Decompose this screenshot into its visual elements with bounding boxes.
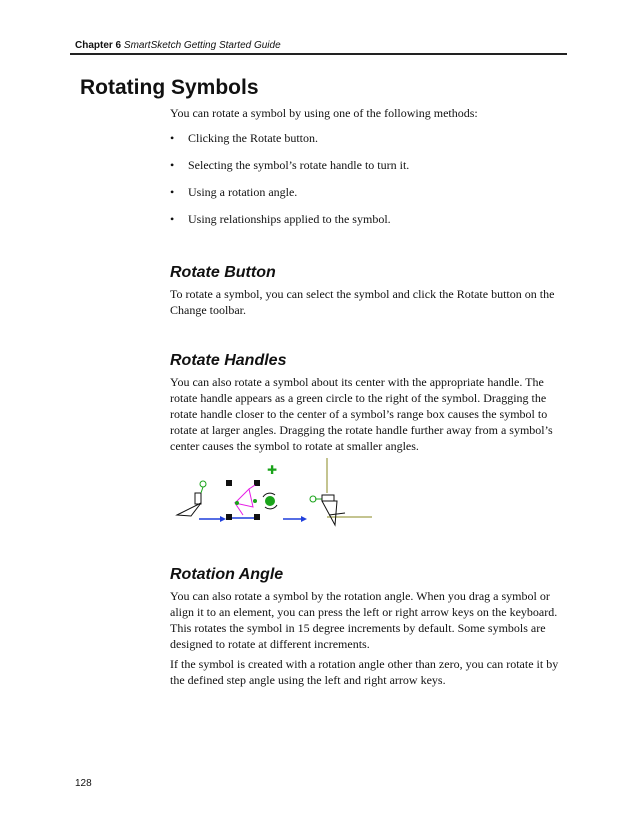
rotation-angle-text-2: If the symbol is created with a rotation angle other than zero, you can rotate it by the defined step angle using the left and right arrow keys.	[170, 657, 559, 687]
range-handle	[226, 514, 232, 520]
guide-title: SmartSketch Getting Started Guide	[123, 40, 281, 51]
range-handle	[226, 480, 232, 486]
header-rule	[70, 53, 567, 55]
chapter-label: Chapter 6	[75, 40, 122, 51]
arrow-icon	[283, 516, 307, 522]
intro-text: You can rotate a symbol by using one of the following methods:	[170, 106, 478, 120]
rotate-handles-figure	[165, 455, 385, 530]
running-header	[75, 40, 281, 51]
section-heading-rotate-button: Rotate Button	[170, 264, 276, 281]
rotate-handles-text: You can also rotate a symbol about its center with the appropriate handle. The rotate handle appears as a green circle to the right of the symbol. Dragging the rotate handle closer to the center of a symbol’s range box causes the symbol to rotate at larger angles. Dragging the rotate handle further away from a symbol’s center causes the symbol to rotate at smaller angles.	[170, 375, 553, 453]
section-heading-rotate-handles: Rotate Handles	[170, 352, 287, 369]
range-handle	[254, 514, 260, 520]
method-item: • Using relationships applied to the symbol.	[170, 212, 391, 226]
section-heading-rotation-angle: Rotation Angle	[170, 566, 284, 583]
page-title: Rotating Symbols	[80, 76, 259, 99]
rotation-angle-text-1: You can also rotate a symbol by the rotation angle. When you drag a symbol or align it to an element, you can press the left or right arrow keys on the keyboard. This rotates the symbol in 15 degree increments by default. Some symbols are designed to rotate at different increments.	[170, 589, 558, 651]
method-item: • Selecting the symbol’s rotate handle to turn it.	[170, 158, 410, 172]
method-item: • Clicking the Rotate button.	[170, 131, 318, 145]
rotate-handle-icon	[265, 496, 275, 506]
symbol-original	[177, 481, 206, 516]
rotate-button-text: To rotate a symbol, you can select the symbol and click the Rotate button on the Change toolbar.	[170, 287, 555, 317]
method-item: • Using a rotation angle.	[170, 185, 298, 199]
symbol-rotated	[310, 458, 372, 525]
symbol-selected	[226, 463, 277, 520]
arrow-icon	[199, 516, 226, 522]
page-number: 128	[75, 778, 92, 789]
move-cursor-icon: ✚	[267, 463, 278, 477]
